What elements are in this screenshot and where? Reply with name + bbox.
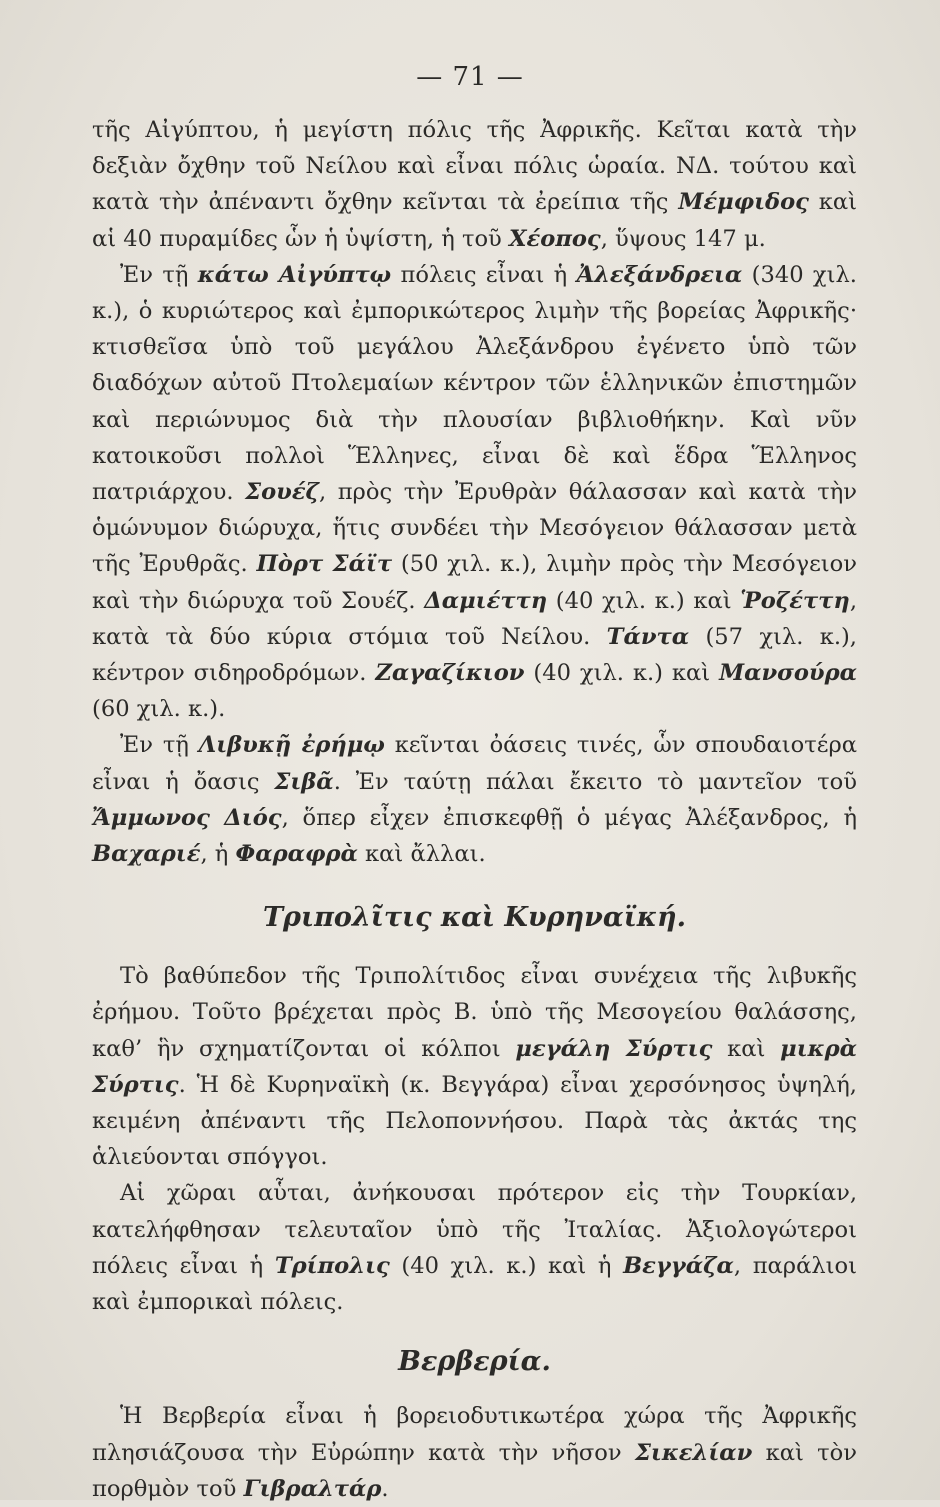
text-run: (40 χιλ. κ.) καὶ ἡ bbox=[389, 1252, 624, 1279]
paragraph-p2 bbox=[92, 257, 857, 728]
emphasized-term: Ζαγαζίκιον bbox=[375, 660, 525, 687]
text-run: , παράλιοι καὶ ἐμπορικαὶ πόλεις. bbox=[92, 1252, 857, 1316]
body-text bbox=[92, 112, 857, 1507]
emphasized-term: Φαραφρὰ bbox=[235, 841, 358, 868]
paragraph-p3 bbox=[92, 727, 857, 872]
text-run: Ἐν τῇ bbox=[120, 261, 198, 288]
text-run: (40 χιλ. κ.) καὶ bbox=[547, 587, 741, 614]
emphasized-term: Πὸρτ Σάϊτ bbox=[256, 551, 393, 578]
paragraph-p4 bbox=[92, 958, 857, 1175]
paragraph-p5 bbox=[92, 1175, 857, 1320]
text-run: . Ἡ δὲ Κυρηναϊκὴ (κ. Βεγγάρα) εἶναι χερσόνησος ὑψηλή, κειμένη ἀπέναντι τῆς Πελοποννήσου. Παρὰ τὰς ἀκτάς της ἁλιεύονται σπόγγοι. bbox=[92, 1071, 857, 1171]
emphasized-term: Ἀλεξάνδρεια bbox=[576, 261, 743, 288]
paragraph-p1 bbox=[92, 112, 857, 257]
text-run: κεῖνται ὀάσεις τινές, ὧν σπουδαιοτέρα εἶναι ἡ ὄασις bbox=[92, 732, 857, 795]
section-barbary bbox=[92, 1398, 857, 1507]
text-run: (60 χιλ. κ.). bbox=[92, 696, 226, 723]
emphasized-term: Σικελίαν bbox=[634, 1439, 753, 1466]
section-tripolitania bbox=[92, 958, 857, 1320]
emphasized-term: Ἄμμωνος Διός bbox=[92, 804, 282, 831]
emphasized-term: Λιβυκῇ ἐρήμῳ bbox=[198, 732, 385, 759]
emphasized-term: Σουέζ bbox=[245, 479, 319, 506]
section-egypt-cities bbox=[92, 112, 857, 872]
text-run: , πρὸς τὴν Ἐρυθρὰν θάλασσαν καὶ κατὰ τὴν ὁμώνυμον διώρυχα, ἥτις συνδέει τὴν Μεσόγειον θάλασσαν μετὰ τῆς Ἐρυθρᾶς. bbox=[92, 479, 857, 578]
section-heading-barbary: Βερβερία. bbox=[398, 1346, 551, 1378]
section-heading-tripolitania: Τριπολῖτις καὶ Κυρηναϊκή. bbox=[262, 902, 687, 934]
emphasized-term: Γιβραλτάρ bbox=[243, 1475, 382, 1502]
emphasized-term: Τρίπολις bbox=[274, 1252, 390, 1279]
text-run: καὶ τὸν πορθμὸν τοῦ bbox=[92, 1439, 857, 1502]
emphasized-term: κάτω Αἰγύπτῳ bbox=[197, 261, 392, 288]
emphasized-term: Σιβᾶ bbox=[274, 768, 334, 795]
text-run: , ὅπερ εἶχεν ἐπισκεφθῇ ὁ μέγας Ἀλέξανδρος, ἡ bbox=[281, 804, 857, 831]
paragraph-p6 bbox=[92, 1398, 857, 1507]
emphasized-term: Βεγγάζα bbox=[623, 1252, 734, 1279]
text-run: (50 χιλ. κ.), λιμὴν πρὸς τὴν Μεσόγειον καὶ τὴν διώρυχα τοῦ Σουέζ. bbox=[92, 551, 857, 614]
text-run: (57 χιλ. κ.), κέντρον σιδηροδρόμων. bbox=[92, 623, 857, 687]
page-number: — 71 — bbox=[416, 62, 524, 92]
text-run: Τὸ βαθύπεδον τῆς Τριπολίτιδος εἶναι συνέχεια τῆς λιβυκῆς ἐρήμου. Τοῦτο βρέχεται πρὸς Β. ὑπὸ τῆς Μεσογείου θαλάσσης, καθ’ ἣν σχηματίζονται οἱ κόλποι bbox=[92, 963, 857, 1062]
text-run: καὶ αἱ 40 πυραμίδες ὧν ἡ ὑψίστη, ἡ τοῦ bbox=[92, 189, 858, 252]
text-run: τῆς Αἰγύπτου, ἡ μεγίστη πόλις τῆς Ἀφρικῆς. Κεῖται κατὰ τὴν δεξιὰν ὄχθην τοῦ Νείλου καὶ εἶναι πόλις ὡραία. ΝΔ. τούτου καὶ κατὰ τὴν ἀπέναντι ὄχθην κεῖνται τὰ ἐρείπια τῆς bbox=[92, 117, 857, 216]
text-run: (340 χιλ. κ.), ὁ κυριώτερος καὶ ἐμπορικώτερος λιμὴν τῆς βορείας Ἀφρικῆς· κτισθεῖσα ὑπὸ τοῦ μεγάλου Ἀλεξάνδρου ἐγένετο ὑπὸ τῶν διαδόχων αὐτοῦ Πτολεμαίων κέντρον τῶν ἑλληνικῶν ἐπιστημῶν καὶ περιώνυμος διὰ τὴν πλουσίαν βιβλιοθήκην. Καὶ νῦν κατοικοῦσι πολλοὶ Ἕλληνες, εἶναι δὲ καὶ ἕδρα Ἕλληνος πατριάρχου. bbox=[92, 261, 857, 506]
emphasized-term: Δαμιέττη bbox=[424, 587, 548, 614]
text-run: πόλεις εἶναι ἡ bbox=[391, 261, 577, 288]
text-run: , κατὰ τὰ δύο κύρια στόμια τοῦ Νείλου. bbox=[92, 587, 857, 650]
text-run: (40 χιλ. κ.) καὶ bbox=[524, 660, 720, 687]
text-run: Ἐν τῇ bbox=[120, 732, 199, 759]
text-run: Αἱ χῶραι αὗται, ἀνήκουσαι πρότερον εἰς τὴν Τουρκίαν, κατελήφθησαν τελευταῖον ὑπὸ τῆς Ἰταλίας. Ἀξιολογώτεροι πόλεις εἶναι ἡ bbox=[92, 1180, 857, 1279]
text-run: Ἡ Βερβερία εἶναι ἡ βορειοδυτικωτέρα χώρα τῆς Ἀφρικῆς πλησιάζουσα τὴν Εὐρώπην κατὰ τὴν νῆσον bbox=[92, 1403, 857, 1466]
text-run: . Ἐν ταύτῃ πάλαι ἔκειτο τὸ μαντεῖον τοῦ bbox=[333, 768, 857, 795]
text-run: καὶ bbox=[712, 1035, 781, 1062]
emphasized-term: Χέοπος bbox=[508, 225, 601, 252]
emphasized-term: μικρὰ Σύρτις bbox=[92, 1035, 857, 1098]
text-run: , ὕψους 147 μ. bbox=[600, 225, 766, 252]
emphasized-term: Βαχαριέ bbox=[92, 841, 201, 868]
emphasized-term: Ῥοζέττη bbox=[740, 587, 850, 614]
emphasized-term: Μέμφιδος bbox=[678, 189, 809, 216]
emphasized-term: μεγάλη Σύρτις bbox=[515, 1035, 713, 1062]
emphasized-term: Τάντα bbox=[606, 623, 690, 650]
text-run: . bbox=[381, 1475, 389, 1502]
text-run: , ἡ bbox=[200, 841, 236, 868]
text-run: καὶ ἄλλαι. bbox=[357, 841, 486, 868]
emphasized-term: Μανσούρα bbox=[719, 660, 857, 687]
